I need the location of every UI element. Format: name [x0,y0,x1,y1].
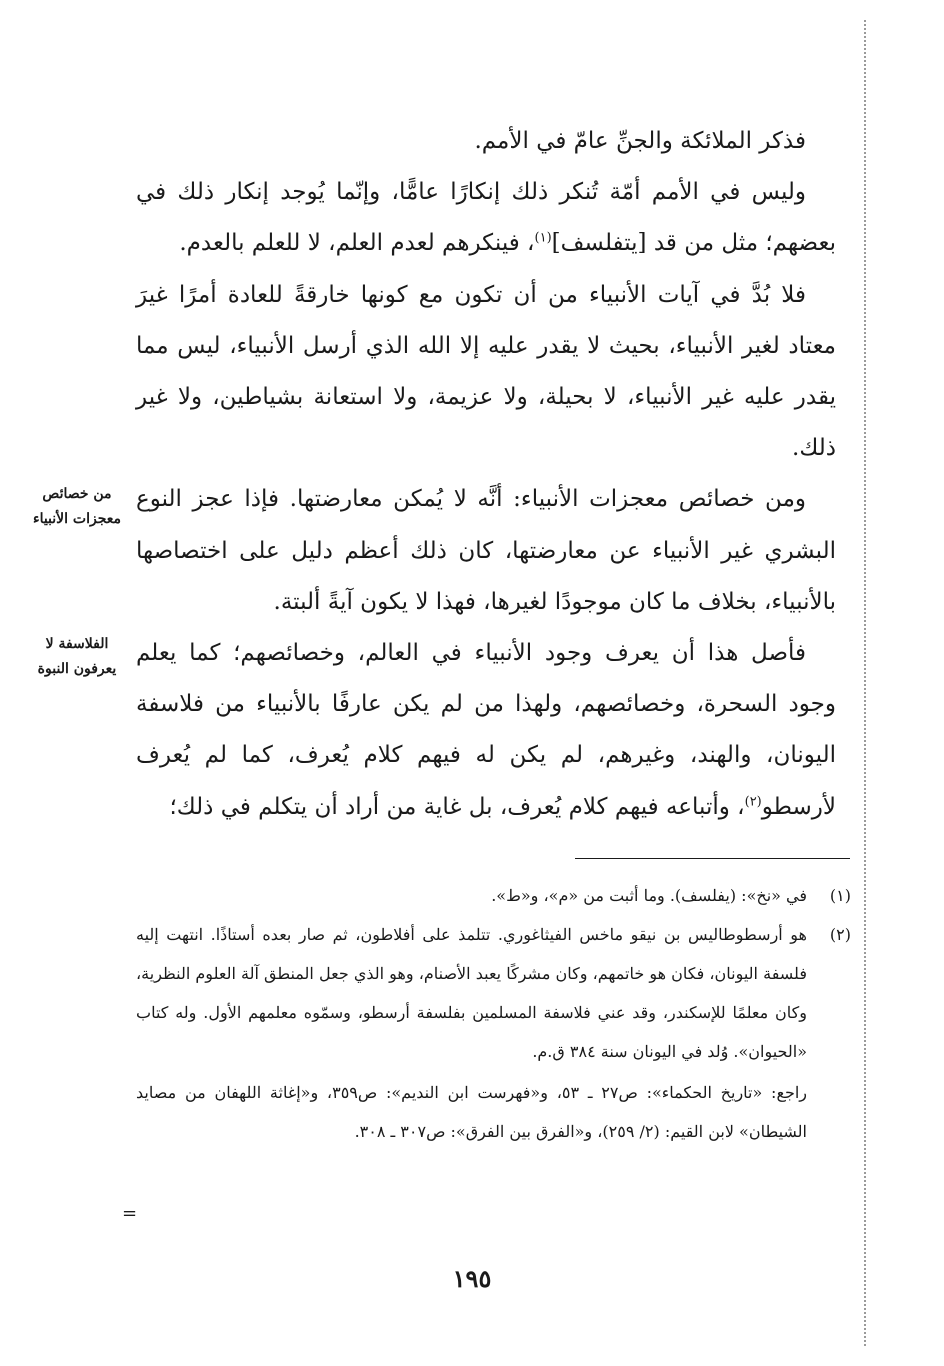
page-number: ١٩٥ [452,1264,492,1293]
paragraph-1: فذكر الملائكة والجنِّ عامّ في الأمم. [474,128,806,154]
margin-note-miracles: من خصائص معجزات الأنبياء [32,486,122,527]
paragraph-2: وليس في الأمم أمّة تُنكر ذلك إنكارًا عامًّا، وإنّما يُوجد إنكار ذلك في بعضهم؛ مثل من قد [يتفلسف]$^{(١)}$، فينكرهم لعدم العلم، لا للعلم بالعدم. [136,179,836,257]
paragraph-3: فلا بُدَّ في آيات الأنبياء من أن تكون مع كونها خارقةً للعادة أمرًا غيرَ معتاد لغير الأنبياء، بحيث لا يقدر عليه إلا الله الذي أرسل الأنبياء، ليس مما يقدر عليه غير الأنبياء، لا بحيلة، ولا عزيمة، ولا استعانة بشياطين، ولا غير ذلك. [136,281,836,462]
footnote-number: (١) [829,886,851,905]
footnote-references: راجع: «تاريخ الحكماء»: ص٢٧ ـ ٥٣، و«فهرست ابن النديم»: ص٣٥٩، و«إغاثة اللهفان من مصايد الشيطان» لابن القيم: (٢/ ٢٥٩)، و«الفرق بين الفرق»: ص٣٠٧ ـ ٣٠٨. [136,1083,808,1141]
binding-edge-dots [864,20,866,1346]
main-text [136,116,836,833]
footnote-ref-1[interactable]: (١) [534,230,552,246]
footnote-2 [136,915,851,1071]
footnote-1 [136,876,851,915]
paragraph-5: فأصل هذا أن يعرف وجود الأنبياء في العالم، وخصائصهم؛ كما يعلم وجود السحرة، وخصائصهم، ولهذا من لم يكن عارفًا بالأنبياء من فلاسفة اليونان، والهند، وغيرهم، لم يكن له فيهم كلام يُعرف، كما لم يُعرف لأرسطو$^{(٢)}$، وأتباعه فيهم كلام يُعرف، بل غاية من أراد أن يتكلم في ذلك؛ [136,640,836,820]
footnote-text: في «نخ»: (يفلسف). وما أثبت من «م»، و«ط». [491,886,807,905]
footnote-separator [575,858,850,859]
footnote-text: هو أرسطوطاليس بن نيقو ماخس الفيثاغوري. تتلمذ على أفلاطون، ثم صار بعده أستاذًا. انتهت إليه فلسفة اليونان، فكان هو خاتمهم، وكان مشركًا يعبد الأصنام، وهو الذي جعل المنطق آلة العلوم النظرية، وكان معلمًا للإسكندر، وقد عني فلاسفة المسلمين بفلسفة أرسطو، وسمّوه معلمهم الأول. وله كتاب «الحيوان». وُلد في اليونان سنة ٣٨٤ ق.م. [136,925,807,1061]
continuation-mark: = [122,1203,138,1224]
footnote-number: (٢) [829,925,851,944]
footnotes [136,876,851,1151]
paragraph-4: ومن خصائص معجزات الأنبياء: أنَّه لا يُمكن معارضتها. فإذا عجز النوع البشري غير الأنبياء عن معارضتها، كان ذلك أعظم دليل على اختصاصها بالأنبياء، بخلاف ما كان موجودًا لغيرها، فهذا لا يكون آيةً ألبتة. [136,486,836,615]
footnote-ref-2[interactable]: (٢) [744,793,762,809]
margin-note-philosophers: الفلاسفة لا يعرفون النبوة [37,636,117,677]
